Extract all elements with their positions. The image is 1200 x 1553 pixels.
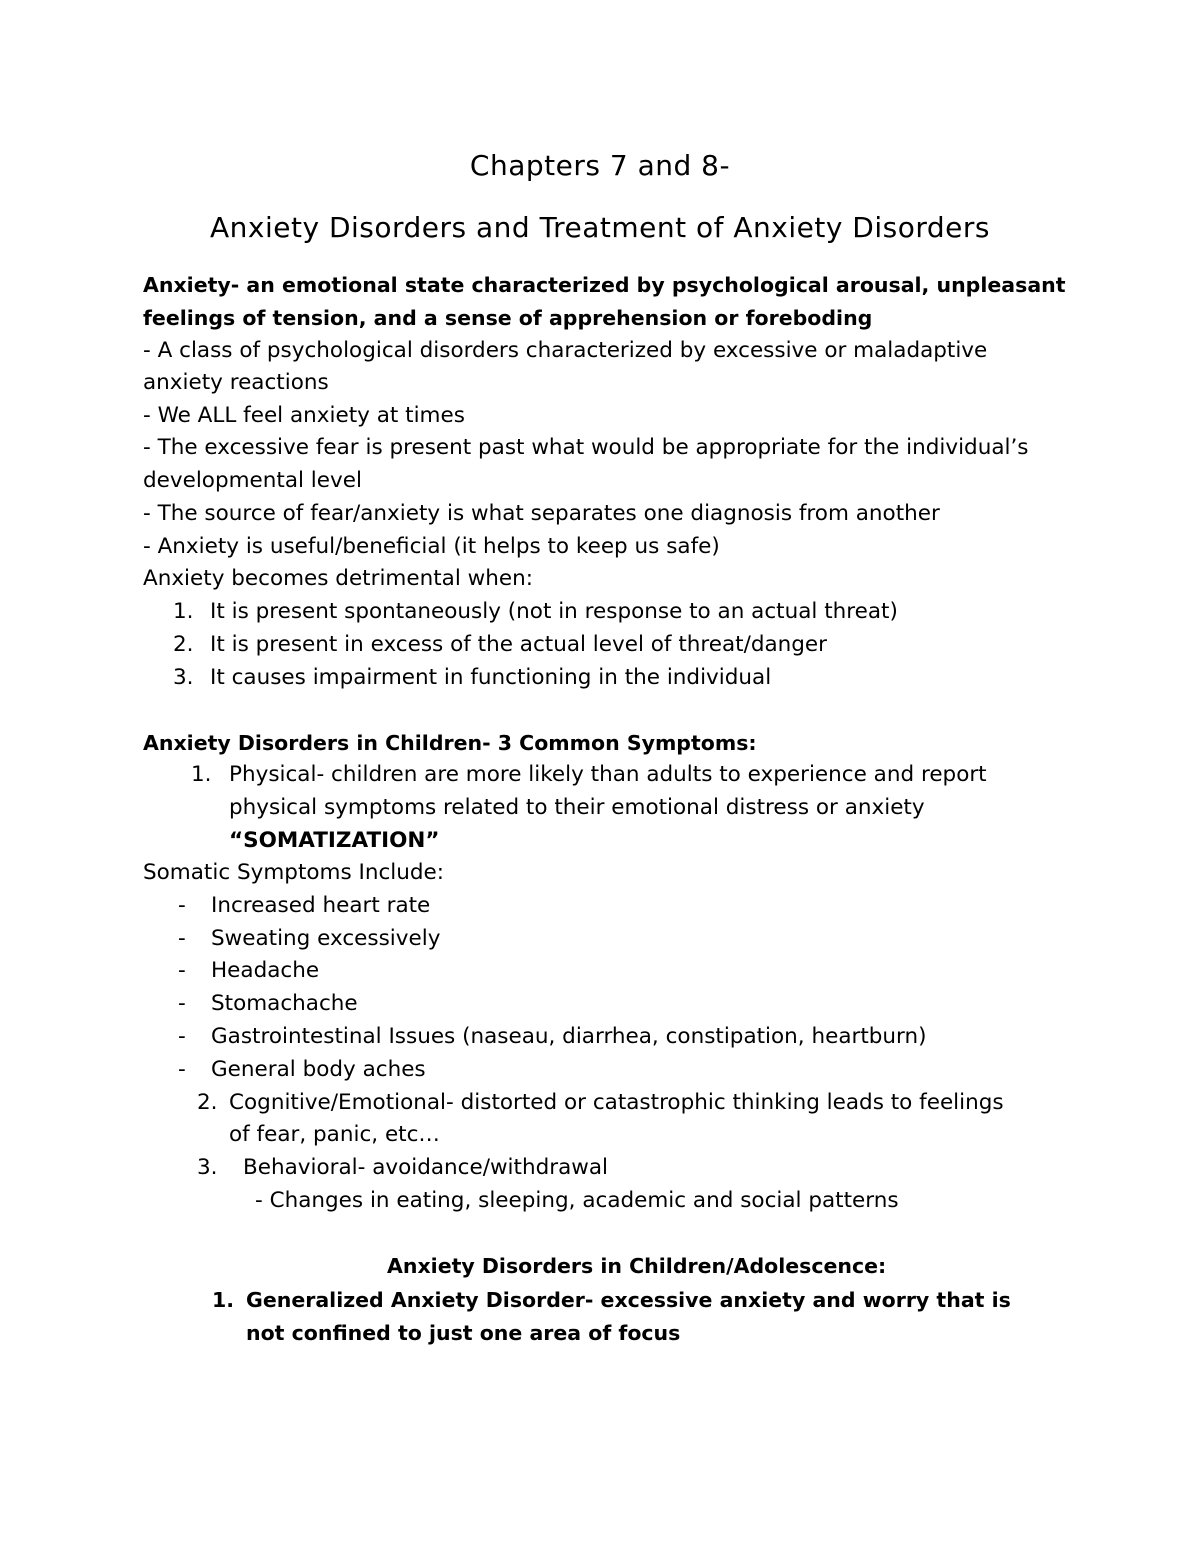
bullet-dash: -	[178, 1057, 186, 1082]
definition-line-2: feelings of tension, and a sense of apprehension or foreboding	[143, 306, 873, 330]
somatic-item: Gastrointestinal Issues (naseau, diarrhea, constipation, heartburn)	[211, 1024, 927, 1049]
symptom-number: 3.	[197, 1155, 218, 1180]
symptom-number: 2.	[197, 1090, 218, 1115]
somatic-item: Increased heart rate	[211, 893, 431, 918]
list-number: 3.	[173, 665, 194, 690]
symptom-line: Physical- children are more likely than adults to experience and report	[229, 762, 987, 787]
list-number: 2.	[173, 632, 194, 657]
paragraph-line: anxiety reactions	[143, 370, 329, 395]
somatic-item: Headache	[211, 958, 320, 983]
symptom-line: physical symptoms related to their emotional distress or anxiety	[229, 795, 925, 820]
list-text: It is present spontaneously (not in response to an actual threat)	[210, 599, 898, 624]
chapter-title: Chapters 7 and 8-	[469, 149, 731, 182]
bullet-dash: -	[178, 893, 186, 918]
somatic-heading: Somatic Symptoms Include:	[143, 860, 445, 885]
bullet-dash: -	[178, 991, 186, 1016]
somatic-item: Stomachache	[211, 991, 358, 1016]
disorder-number: 1.	[212, 1288, 235, 1312]
paragraph-line: - The excessive fear is present past what would be appropriate for the individual’s	[143, 435, 1029, 460]
symptom-line: of fear, panic, etc…	[229, 1122, 440, 1147]
paragraph-line: - The source of fear/anxiety is what separates one diagnosis from another	[143, 501, 940, 526]
somatic-item: General body aches	[211, 1057, 426, 1082]
symptom-number: 1.	[191, 762, 212, 787]
section-heading: Anxiety Disorders in Children/Adolescence:	[387, 1254, 887, 1278]
paragraph-line: developmental level	[143, 468, 362, 493]
bullet-dash: -	[178, 1024, 186, 1049]
list-text: It is present in excess of the actual level of threat/danger	[210, 632, 827, 657]
somatic-item: Sweating excessively	[211, 926, 441, 951]
detrimental-heading: Anxiety becomes detrimental when:	[143, 566, 533, 591]
list-item	[173, 630, 827, 660]
list-number: 1.	[173, 599, 194, 624]
paragraph-line: - A class of psychological disorders characterized by excessive or maladaptive	[143, 338, 988, 363]
disorder-line: Generalized Anxiety Disorder- excessive anxiety and worry that is	[246, 1288, 1011, 1312]
paragraph-line: - We ALL feel anxiety at times	[143, 403, 465, 428]
list-item	[173, 597, 898, 627]
document-subtitle: Anxiety Disorders and Treatment of Anxiety Disorders	[210, 211, 990, 244]
paragraph-line: - Anxiety is useful/beneficial (it helps to keep us safe)	[143, 534, 720, 559]
section-heading: Anxiety Disorders in Children- 3 Common Symptoms:	[143, 731, 757, 755]
symptom-line: Cognitive/Emotional- distorted or catastrophic thinking leads to feelings	[229, 1090, 1004, 1115]
list-item	[173, 663, 772, 693]
bullet-dash: -	[178, 926, 186, 951]
bullet-dash: -	[178, 958, 186, 983]
disorder-line: not confined to just one area of focus	[246, 1321, 681, 1345]
list-text: It causes impairment in functioning in the individual	[210, 665, 772, 690]
symptom-sub-line: - Changes in eating, sleeping, academic and social patterns	[255, 1188, 899, 1213]
somatization-term: “SOMATIZATION”	[229, 828, 440, 853]
symptom-line: Behavioral- avoidance/withdrawal	[243, 1155, 608, 1180]
definition-line-1: Anxiety- an emotional state characterized by psychological arousal, unpleasant	[143, 273, 1066, 297]
